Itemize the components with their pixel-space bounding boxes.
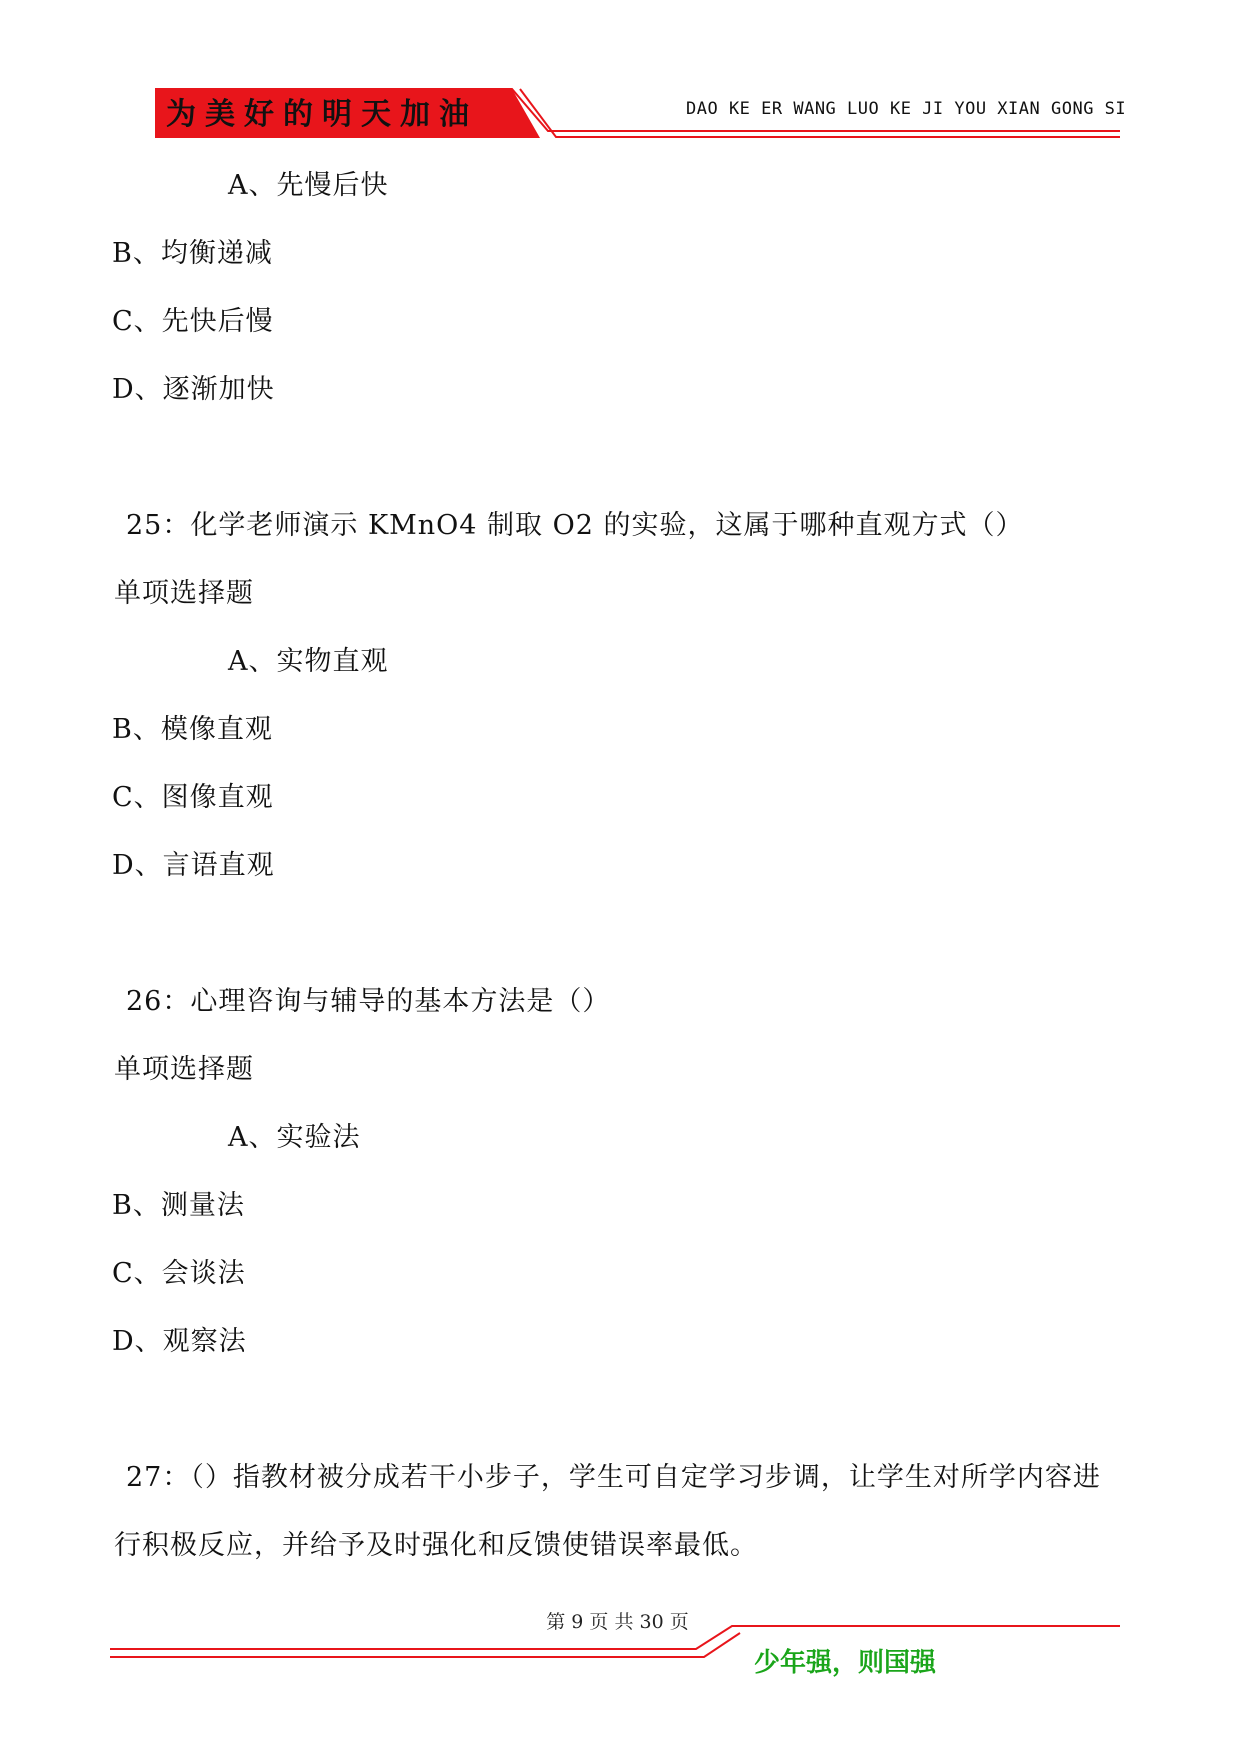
header-company-name: DAO KE ER WANG LUO KE JI YOU XIAN GONG SI	[686, 99, 1127, 119]
question-25-option-d: D、言语直观	[112, 850, 275, 881]
question-26-text: 26：心理咨询与辅导的基本方法是（）	[126, 986, 611, 1017]
top-option-c: C、先快后慢	[112, 306, 274, 337]
question-25-type: 单项选择题	[114, 578, 254, 609]
question-25-text: 25：化学老师演示 KMnO4 制取 O2 的实验，这属于哪种直观方式（）	[126, 510, 1024, 541]
question-27-line-1: 27：（）指教材被分成若干小步子，学生可自定学习步调，让学生对所学内容进	[126, 1462, 1101, 1493]
footer-rule-lower	[110, 1633, 740, 1657]
top-option-a: A、先慢后快	[228, 170, 389, 201]
question-26-option-b: B、测量法	[112, 1190, 245, 1221]
page-number: 第 9 页 共 30 页	[546, 1611, 689, 1633]
question-26-option-d: D、观察法	[112, 1326, 247, 1357]
header-slogan: 为美好的明天加油	[166, 97, 478, 132]
question-25-option-a: A、实物直观	[228, 646, 389, 677]
question-25-option-b: B、模像直观	[112, 714, 273, 745]
question-26-type: 单项选择题	[114, 1054, 254, 1085]
top-option-d: D、逐渐加快	[112, 374, 275, 405]
question-26-option-a: A、实验法	[228, 1122, 361, 1153]
question-26-option-c: C、会谈法	[112, 1258, 246, 1289]
question-25-option-c: C、图像直观	[112, 782, 274, 813]
footer-motto: 少年强，则国强	[754, 1648, 937, 1678]
question-27-line-2: 行积极反应，并给予及时强化和反馈使错误率最低。	[114, 1530, 758, 1561]
top-option-b: B、均衡递减	[112, 238, 273, 269]
